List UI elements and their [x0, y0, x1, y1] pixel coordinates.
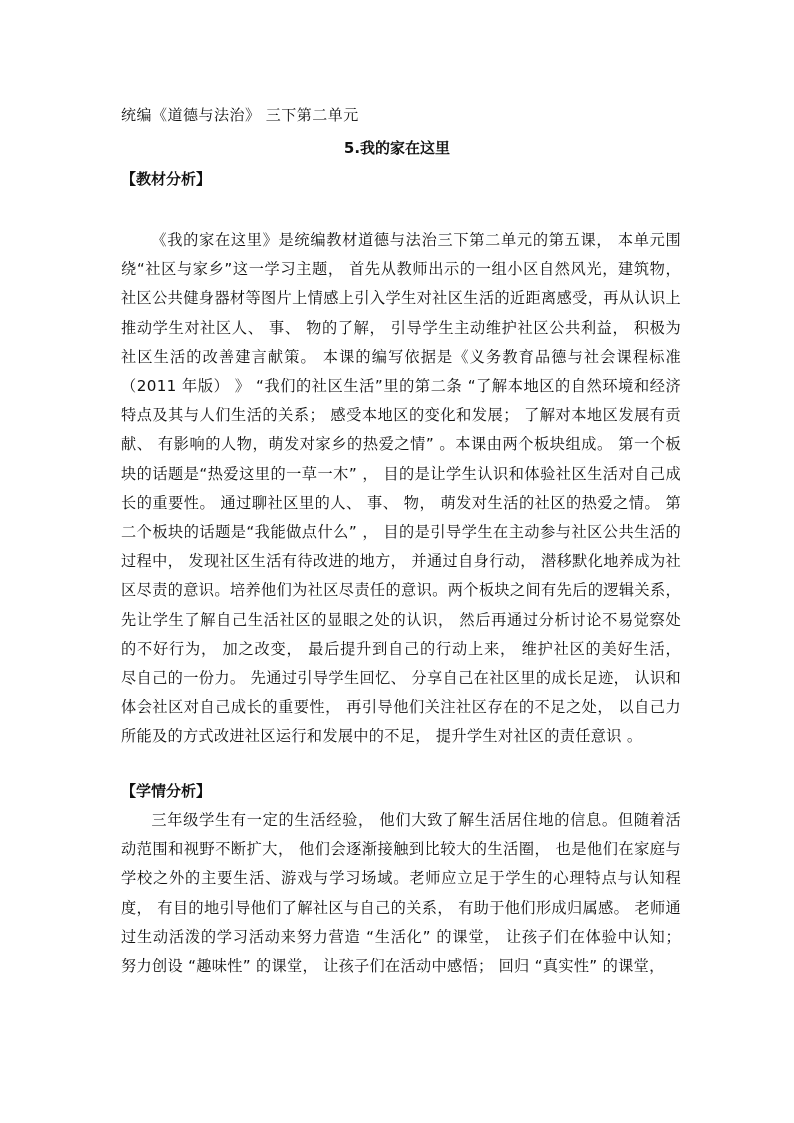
section-title-textbook-analysis: 【教材分析】	[121, 170, 212, 188]
section-title-student-analysis: 【学情分析】	[121, 782, 212, 800]
student-analysis-paragraph: 三年级学生有一定的生活经验， 他们大致了解生活居住地的信息。但随着活动范围和视野不断扩大， 他们会逐渐接触到比较大的生活圈， 也是他们在家庭与学校之外的主要生活、游戏与学习场域。老师应立足于学生的心理特点与认知程度， 有目的地引导他们了解社区与自己的关系， 有助于他们形成归属感。 老师通过生动活泼的学习活动来努力营造 “生活化” 的课堂， 让孩子们在体验中认知； 努力创设 “趣味性” 的课堂， 让孩子们在活动中感悟； 回归 “真实性” 的课堂，	[121, 811, 681, 976]
lesson-title: 5.我的家在这里	[343, 139, 451, 157]
document-subtitle: 统编《道德与法治》 三下第二单元	[121, 106, 359, 124]
textbook-analysis-paragraph: 《我的家在这里》是统编教材道德与法治三下第二单元的第五课， 本单元围绕“社区与家乡”这一学习主题， 首先从教师出示的一组小区自然风光，建筑物，社区公共健身器材等图片上情感上引入学生对社区生活的近距离感受，再从认识上推动学生对社区人、 事、 物的了解， 引导学生主动维护社区公共利益， 积极为社区生活的改善建言献策。 本课的编写依据是《义务教育品德与社会课程标准 （2011 年版） 》 “我们的社区生活”里的第二条 “了解本地区的自然环境和经济特点及其与人们生活的关系； 感受本地区的变化和发展； 了解对本地区发展有贡献、 有影响的人物，萌发对家乡的热爱之情” 。本课由两个板块组成。 第一个板块的话题是“热爱这里的一草一木” ， 目的是让学生认识和体验社区生活对自己成长的重要性。 通过聊社区里的人、 事、 物， 萌发对生活的社区的热爱之情。 第二个板块的话题是“我能做点什么” ， 目的是引导学生在主动参与社区公共生活的过程中， 发现社区生活有待改进的地方， 并通过自身行动， 潜移默化地养成为社区尽责的意识。培养他们为社区尽责任的意识。两个板块之间有先后的逻辑关系， 先让学生了解自己生活社区的显眼之处的认识， 然后再通过分析讨论不易觉察处的不好行为， 加之改变， 最后提升到自己的行动上来， 维护社区的美好生活， 尽自己的一份力。 先通过引导学生回忆、 分享自己在社区里的成长足迹， 认识和体会社区对自己成长的重要性， 再引导他们关注社区存在的不足之处， 以自己力所能及的方式改进社区运行和发展中的不足， 提升学生对社区的责任意识 。	[121, 231, 681, 746]
